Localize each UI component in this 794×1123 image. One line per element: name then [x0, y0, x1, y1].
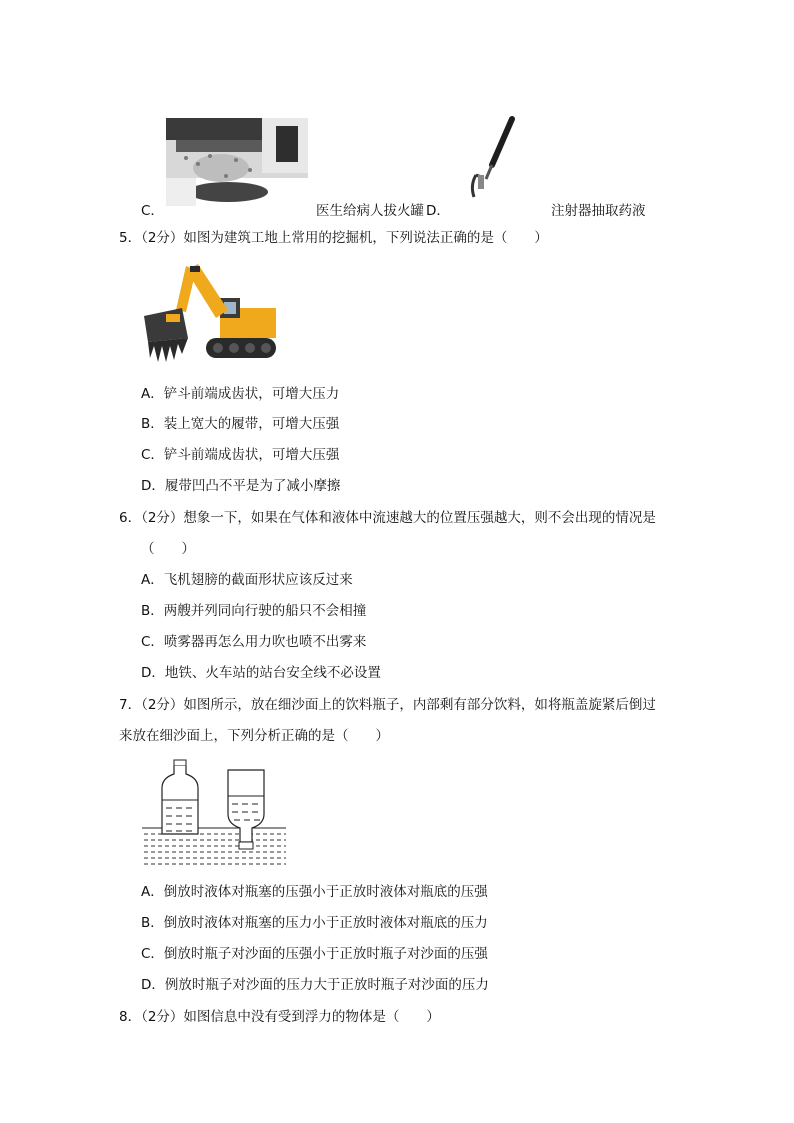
bottles-on-sand-diagram — [140, 758, 288, 870]
q7-stem: 7．（2分）如图所示，放在细沙面上的饮料瓶子，内部剩有部分饮料，如将瓶盖旋紧后倒过 — [119, 697, 656, 713]
q5-stem: 5．（2分）如图为建筑工地上常用的挖掘机，下列说法正确的是（ ） — [119, 230, 548, 246]
syringe-photo — [462, 115, 526, 207]
option-c-label: C． — [141, 203, 164, 219]
q6-stem-continuation: （ ） — [141, 541, 195, 557]
q7-option-c: C．倒放时瓶子对沙面的压强小于正放时瓶子对沙面的压强 — [141, 946, 488, 962]
q6-option-a: A．飞机翅膀的截面形状应该反过来 — [141, 572, 353, 588]
q5-option-a: A．铲斗前端成齿状，可增大压力 — [141, 386, 340, 402]
q7-option-b: B．倒放时液体对瓶塞的压力小于正放时液体对瓶底的压力 — [141, 915, 488, 931]
q6-option-d: D．地铁、火车站的站台安全线不必设置 — [141, 665, 381, 681]
upright-bottle — [162, 760, 198, 834]
option-d-label: D． — [426, 203, 450, 219]
q6-stem: 6．（2分）想象一下，如果在气体和液体中流速越大的位置压强越大，则不会出现的情况是 — [119, 510, 656, 526]
q8-stem: 8．（2分）如图信息中没有受到浮力的物体是（ ） — [119, 1009, 440, 1025]
option-c-text: 医生给病人拔火罐 — [316, 203, 424, 219]
option-d-text: 注射器抽取药液 — [551, 203, 646, 219]
excavator-image — [136, 258, 278, 366]
q5-option-c: C．铲斗前端成齿状，可增大压强 — [141, 447, 340, 463]
q6-option-b: B．两艘并列同向行驶的船只不会相撞 — [141, 603, 367, 619]
q6-option-c: C．喷雾器再怎么用力吹也喷不出雾来 — [141, 634, 367, 650]
cupping-photo — [166, 118, 308, 206]
inverted-bottle — [228, 770, 264, 849]
q7-option-a: A．倒放时液体对瓶塞的压强小于正放时液体对瓶底的压强 — [141, 884, 488, 900]
q7-stem-continuation: 来放在细沙面上，下列分析正确的是（ ） — [119, 728, 389, 744]
q5-option-d: D．履带凹凸不平是为了减小摩擦 — [141, 478, 341, 494]
q5-option-b: B．装上宽大的履带，可增大压强 — [141, 416, 340, 432]
q7-option-d: D．例放时瓶子对沙面的压力大于正放时瓶子对沙面的压力 — [141, 977, 489, 993]
